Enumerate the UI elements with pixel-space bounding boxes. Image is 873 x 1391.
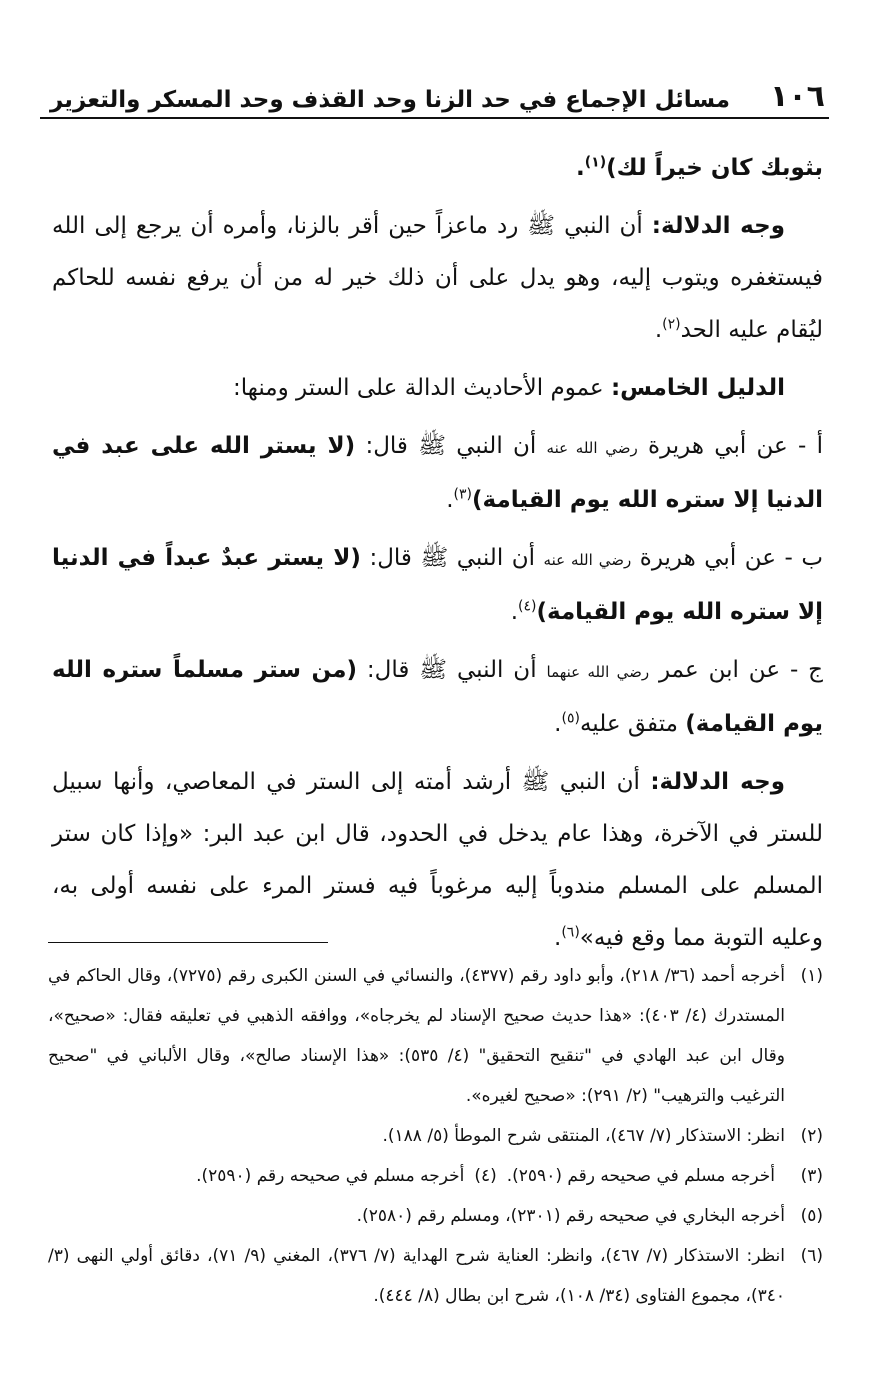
narration-prefix: ج - عن ابن عمر <box>649 657 823 683</box>
narration-mid: أن النبي ﷺ قال: <box>357 657 547 683</box>
honorific-glyph: رضي الله عنه <box>546 439 638 457</box>
footnote-ref: (٤) <box>518 598 537 615</box>
footnote-5 <box>48 1196 823 1236</box>
footnote-text: أخرجه أحمد (٣٦/ ٢١٨)، وأبو داود رقم (٤٣٧٧)، والنسائي في السنن الكبرى رقم (٧٢٧٥)، وقال الحاكم في المستدرك (٤/ ٤٠٣): «هذا حديث صحيح الإسناد لم يخرجاه»، ووافقه الذهبي في تعليقه فقال: «صحيح»، وقال ابن عبد الهادي في "تنقيح التحقيق" (٤/ ٥٣٥): «هذا الإسناد صالح»، وقال الألباني في "صحيح الترغيب والترهيب" (٢/ ٢٩١): «صحيح لغيره». <box>48 966 785 1106</box>
footnotes <box>48 956 823 1316</box>
period: . <box>446 487 454 513</box>
footnote-number: (٦) <box>800 1246 823 1266</box>
footnote-ref: (٦) <box>561 924 580 941</box>
hadith-quote: (لا يستر الله على عبد في الدنيا إلا ستره الله يوم القيامة) <box>52 433 823 513</box>
paragraph-hadith-b <box>52 532 823 638</box>
narration-prefix: أ - عن أبي هريرة <box>637 433 823 459</box>
paragraph-evidence-point-2 <box>52 756 823 964</box>
footnote-text: أخرجه مسلم في صحيحه رقم (٢٥٩٠). <box>196 1166 465 1186</box>
paragraph-fifth-evidence <box>52 362 823 414</box>
page-number: ١٠٦ <box>770 79 825 114</box>
paragraph-hadith-c <box>52 644 823 750</box>
footnote-ref: (٣) <box>453 486 473 503</box>
period: . <box>576 155 585 181</box>
footnote-2 <box>48 1116 823 1156</box>
hadith-quote: (لا يستر عبدٌ عبداً في الدنيا إلا ستره الله يوم القيامة) <box>52 545 823 625</box>
paragraph-evidence-point <box>52 200 823 356</box>
footnote-ref: (١) <box>584 154 607 171</box>
footnote-number: (٣) <box>800 1166 823 1186</box>
footnote-number: (٤) <box>474 1166 497 1186</box>
period: . <box>554 711 562 737</box>
paragraph-text: أن النبي ﷺ رد ماعزاً حين أقر بالزنا، وأمره أن يرجع إلى الله فيستغفره ويتوب إليه، وهو يدل على أن ذلك خير له من أن يرفع نفسه للحاكم ليُقام عليه الحد <box>52 213 823 343</box>
narration-mid: أن النبي ﷺ قال: <box>360 545 544 571</box>
period: . <box>510 599 519 625</box>
narration-prefix: ب - عن أبي هريرة <box>631 545 823 571</box>
honorific-glyph: رضي الله عنهما <box>546 663 650 681</box>
running-title: مسائل الإجماع في حد الزنا وحد القذف وحد المسكر والتعزير <box>50 87 731 113</box>
footnote-ref: (٥) <box>561 710 580 727</box>
period: . <box>654 317 663 343</box>
paragraph-text: عموم الأحاديث الدالة على الستر ومنها: <box>232 375 611 401</box>
footnote-text: أخرجه مسلم في صحيحه رقم (٢٥٩٠). <box>506 1166 775 1186</box>
footnote-text: أخرجه البخاري في صحيحه رقم (٢٣٠١)، ومسلم رقم (٢٥٨٠). <box>356 1206 785 1226</box>
honorific-glyph: رضي الله عنه <box>543 551 632 569</box>
narration-mid: أن النبي ﷺ قال: <box>355 433 547 459</box>
footnote-ref: (٢) <box>662 316 681 333</box>
footnote-1 <box>48 956 823 1116</box>
footnote-separator <box>48 942 328 943</box>
footnotes-3-4 <box>48 1156 823 1196</box>
paragraph-hadith-a <box>52 420 823 526</box>
period: . <box>554 925 562 951</box>
footnote-number: (٢) <box>800 1126 823 1146</box>
footnote-text: انظر: الاستذكار (٧/ ٤٦٧)، المنتقى شرح الموطأ (٥/ ١٨٨). <box>382 1126 785 1146</box>
paragraph-hadith-continuation <box>52 142 823 194</box>
section-label: وجه الدلالة: <box>650 769 785 795</box>
footnote-number: (١) <box>800 966 823 986</box>
footnote-text: انظر: الاستذكار (٧/ ٤٦٧)، وانظر: العناية شرح الهداية (٧/ ٣٧٦)، المغني (٩/ ٧١)، دقائق أولي النهى (٣/ ٣٤٠)، مجموع الفتاوى (٣٤/ ١٠٨)، شرح ابن بطال (٨/ ٤٤٤). <box>48 1246 786 1306</box>
footnote-6 <box>48 1236 823 1316</box>
section-label: وجه الدلالة: <box>651 213 785 239</box>
hadith-text: بثوبك كان خيراً لك) <box>606 155 823 181</box>
header-rule <box>40 117 829 119</box>
section-label: الدليل الخامس: <box>610 375 785 401</box>
hadith-quote: (من ستر مسلماً ستره الله يوم القيامة) <box>52 657 823 737</box>
agreed-upon: متفق عليه <box>579 711 686 737</box>
paragraph-text: أن النبي ﷺ أرشد أمته إلى الستر في المعاصي، وأنها سبيل للستر في الآخرة، وهذا عام يدخل في الحدود، قال ابن عبد البر: «وإذا كان ستر المسلم على المسلم مندوباً إليه مرغوباً فيه فستر المرء على نفسه أولى به، وعليه التوبة مما وقع فيه» <box>52 769 823 951</box>
main-text <box>52 142 823 970</box>
footnote-number: (٥) <box>800 1206 823 1226</box>
page-header <box>50 62 825 112</box>
